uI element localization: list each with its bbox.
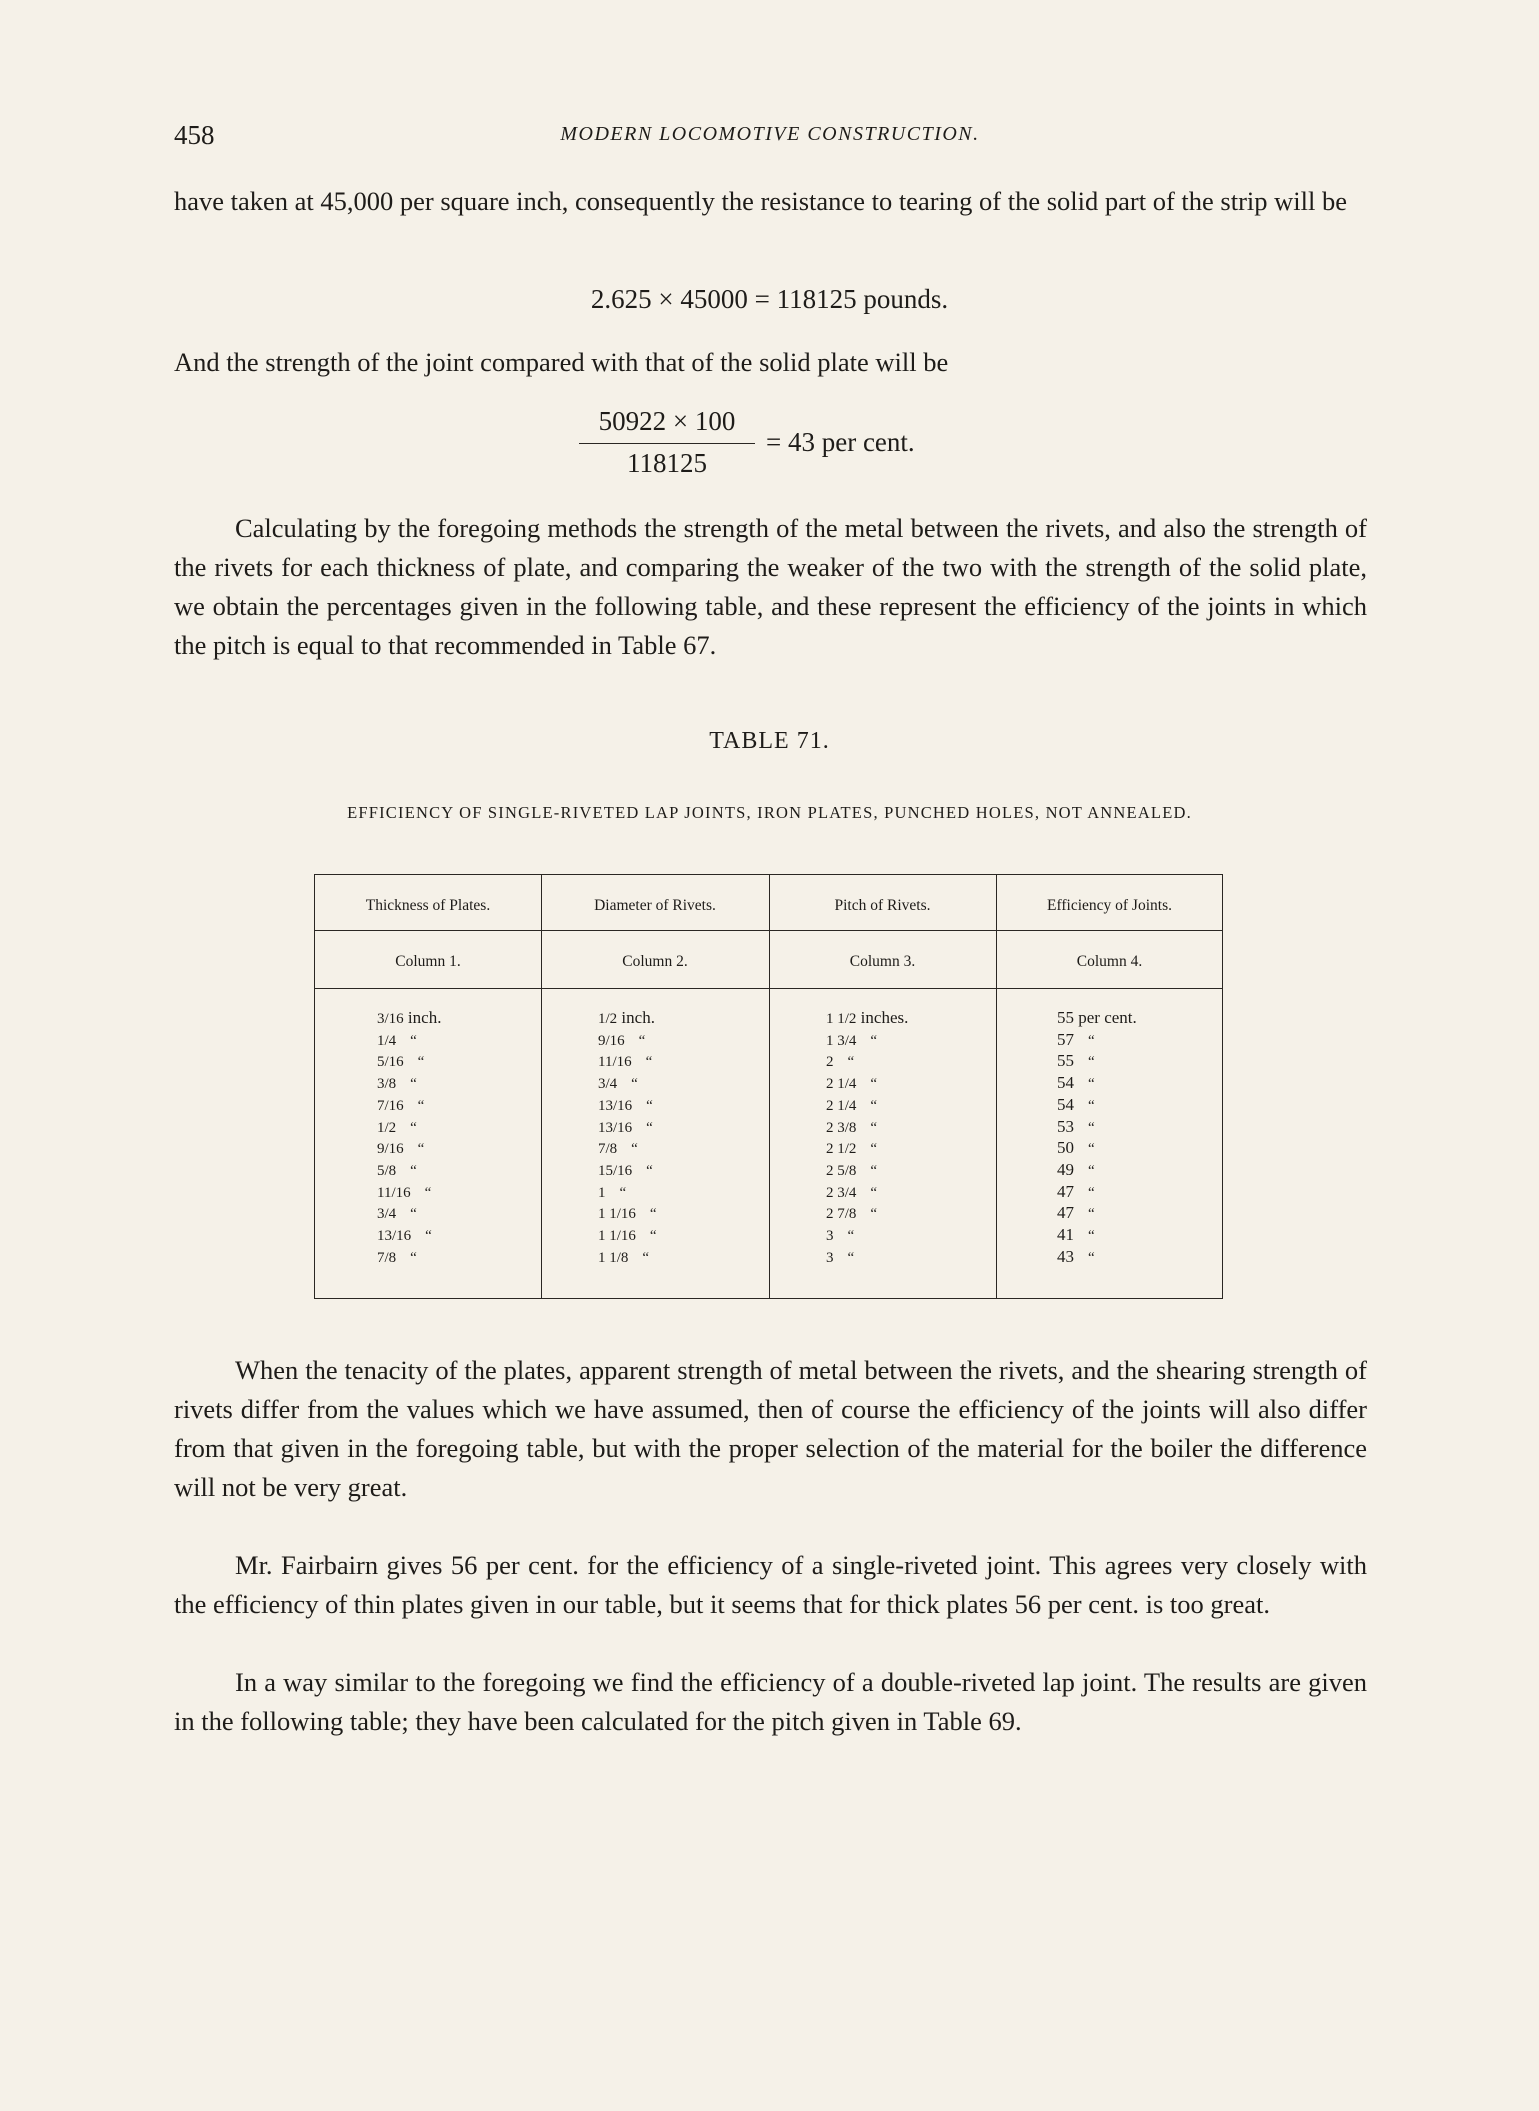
pitch-cell	[826, 1226, 854, 1245]
diameter-value: 9/16	[598, 1032, 625, 1049]
pitch-value: 2 7/8	[826, 1206, 857, 1223]
diameter-cell	[598, 1118, 653, 1137]
pitch-value: 2 5/8	[826, 1162, 857, 1179]
diameter-value: 1 1/8	[598, 1249, 629, 1266]
efficiency-cell	[1057, 1031, 1095, 1050]
ditto-mark: “	[646, 1097, 653, 1114]
diameter-value: 7/8	[598, 1141, 618, 1158]
thickness-value: 3/16	[377, 1011, 404, 1027]
ditto-mark: “	[410, 1206, 417, 1223]
thickness-value: 7/16	[377, 1097, 404, 1114]
pitch-cell	[826, 1031, 877, 1050]
efficiency-value: 41	[1057, 1225, 1074, 1244]
efficiency-cell	[1057, 1118, 1095, 1137]
fraction-numerator: 50922 × 100	[598, 406, 736, 436]
pitch-cell	[826, 1204, 877, 1223]
thickness-cell	[377, 1139, 424, 1158]
ditto-mark: “	[410, 1076, 417, 1093]
ditto-mark: “	[1088, 1076, 1095, 1093]
pitch-cell	[826, 1183, 877, 1202]
paragraph-6: In a way similar to the foregoing we find the efficiency of a double-riveted lap joint. The results are given in the following table; they have been calculated for the pitch given in Table 69.	[174, 1667, 1367, 1736]
diameter-cell	[598, 1052, 652, 1071]
thickness-value: 3/4	[377, 1206, 397, 1223]
ditto-mark: “	[1088, 1141, 1095, 1158]
ditto-mark: “	[1088, 1184, 1095, 1201]
ditto-mark: “	[870, 1184, 878, 1201]
pitch-cell	[826, 1074, 877, 1093]
thickness-cell	[377, 1096, 424, 1115]
ditto-mark: “	[870, 1076, 878, 1093]
ditto-mark: “	[646, 1119, 653, 1136]
diameter-value: 3/4	[598, 1076, 618, 1093]
pitch-cell	[826, 1096, 877, 1115]
ditto-mark: “	[870, 1097, 878, 1114]
column-number-2: Column 2.	[622, 953, 688, 970]
thickness-cell	[377, 1183, 431, 1202]
pitch-cell	[826, 1161, 877, 1180]
efficiency-value: 47	[1057, 1203, 1074, 1223]
efficiency-unit: per cent.	[1074, 1008, 1137, 1027]
efficiency-value: 43	[1057, 1246, 1074, 1266]
pitch-value: 2	[826, 1054, 834, 1071]
paragraph-2: And the strength of the joint compared with that of the solid plate will be	[174, 347, 949, 377]
ditto-mark: “	[1088, 1228, 1095, 1244]
ditto-mark: “	[1088, 1162, 1095, 1179]
diameter-cell	[598, 1009, 655, 1028]
diameter-cell	[598, 1183, 626, 1202]
diameter-cell	[598, 1096, 653, 1115]
ditto-mark: “	[1088, 1097, 1095, 1114]
efficiency-cell	[1057, 1248, 1095, 1267]
ditto-mark: “	[645, 1054, 653, 1071]
fraction-bar	[579, 443, 755, 444]
thickness-cell	[377, 1161, 417, 1180]
efficiency-value: 55	[1057, 1008, 1074, 1027]
ditto-mark: “	[649, 1228, 657, 1244]
efficiency-cell	[1057, 1096, 1095, 1115]
thickness-value: 5/8	[377, 1162, 397, 1179]
ditto-mark: “	[1088, 1249, 1095, 1266]
ditto-mark: “	[642, 1249, 650, 1266]
table-title: TABLE 71.	[709, 728, 830, 754]
diameter-cell	[598, 1031, 645, 1050]
ditto-mark: “	[424, 1184, 432, 1201]
page-header	[174, 120, 1366, 156]
ditto-mark: “	[619, 1184, 627, 1201]
pitch-value: 2 3/4	[826, 1184, 857, 1201]
thickness-value: 9/16	[377, 1141, 404, 1158]
ditto-mark: “	[417, 1141, 425, 1158]
diameter-cell	[598, 1161, 653, 1180]
ditto-mark: “	[1088, 1119, 1095, 1136]
ditto-mark: “	[410, 1032, 417, 1049]
efficiency-table	[314, 874, 1223, 1299]
paragraph-3: Calculating by the foregoing methods the strength of the metal between the rivets, and also the strength of the rivets for each thickness of plate, and comparing the weaker of the two with the strength of the solid plate, we obtain the percentages given in the following table, and these represent the efficiency of the joints in which the pitch is equal to that recommended in Table 67.	[174, 513, 1367, 660]
ditto-mark: “	[847, 1249, 855, 1266]
thickness-value: 3/8	[377, 1076, 397, 1093]
efficiency-cell	[1057, 1183, 1095, 1202]
running-head: MODERN LOCOMOTIVE CONSTRUCTION.	[560, 123, 980, 145]
ditto-mark: “	[870, 1162, 878, 1179]
thickness-value: 5/16	[377, 1054, 404, 1071]
thickness-unit: inch.	[403, 1008, 442, 1027]
table-divider	[541, 875, 542, 1298]
column-number-4: Column 4.	[1076, 953, 1143, 970]
column-number-1: Column 1.	[395, 953, 461, 970]
efficiency-value: 47	[1057, 1181, 1074, 1201]
efficiency-value: 54	[1057, 1094, 1074, 1114]
efficiency-cell	[1057, 1204, 1095, 1223]
fraction-denominator: 118125	[627, 448, 707, 478]
thickness-cell	[377, 1204, 417, 1223]
diameter-cell	[598, 1074, 638, 1093]
pitch-value: 2 3/8	[826, 1119, 857, 1136]
table-caption: EFFICIENCY OF SINGLE-RIVETED LAP JOINTS, IRON PLATES, PUNCHED HOLES, NOT ANNEALED.	[347, 803, 1192, 822]
diameter-value: 1	[598, 1184, 606, 1201]
thickness-cell	[377, 1031, 417, 1050]
table-divider	[315, 988, 1222, 989]
pitch-value: 3	[826, 1228, 834, 1244]
table-divider	[769, 875, 770, 1298]
thickness-cell	[377, 1052, 424, 1071]
pitch-value: 1 1/2	[826, 1011, 857, 1027]
efficiency-cell	[1057, 1139, 1095, 1158]
diameter-unit: inch.	[617, 1008, 655, 1027]
ditto-mark: “	[417, 1097, 425, 1114]
diameter-cell	[598, 1226, 657, 1245]
efficiency-cell	[1057, 1009, 1137, 1027]
diameter-value: 13/16	[598, 1097, 633, 1114]
ditto-mark: “	[870, 1141, 878, 1158]
ditto-mark: “	[631, 1141, 638, 1158]
efficiency-value: 53	[1057, 1116, 1074, 1136]
ditto-mark: “	[410, 1249, 417, 1266]
header-efficiency: Efficiency of Joints.	[1047, 897, 1172, 914]
ditto-mark: “	[646, 1162, 653, 1179]
efficiency-cell	[1057, 1074, 1095, 1093]
ditto-mark: “	[649, 1206, 657, 1223]
pitch-value: 1 3/4	[826, 1032, 857, 1049]
equation-joint-strength	[576, 400, 1076, 484]
thickness-cell	[377, 1118, 417, 1137]
equation-tearing-resistance: 2.625 × 45000 = 118125 pounds.	[590, 284, 949, 314]
pitch-cell	[826, 1052, 854, 1071]
ditto-mark: “	[870, 1206, 878, 1223]
pitch-cell	[826, 1248, 854, 1267]
efficiency-value: 57	[1057, 1029, 1074, 1049]
pitch-cell	[826, 1118, 877, 1137]
efficiency-value: 49	[1057, 1159, 1074, 1179]
thickness-cell	[377, 1074, 417, 1093]
ditto-mark: “	[417, 1054, 425, 1071]
pitch-value: 2 1/2	[826, 1141, 857, 1158]
column-number-3: Column 3.	[849, 953, 916, 970]
pitch-unit: inches.	[856, 1008, 909, 1027]
paragraph-5: Mr. Fairbairn gives 56 per cent. for the efficiency of a single-riveted joint. This agrees very closely with the efficiency of thin plates given in our table, but it seems that for thick plates 56 per cent. is too great.	[174, 1550, 1367, 1619]
ditto-mark: “	[870, 1032, 878, 1049]
ditto-mark: “	[425, 1228, 432, 1244]
header-diameter: Diameter of Rivets.	[594, 897, 716, 914]
ditto-mark: “	[870, 1119, 878, 1136]
table-divider	[996, 875, 997, 1298]
page-number: 458	[174, 120, 215, 150]
diameter-cell	[598, 1139, 638, 1158]
efficiency-cell	[1057, 1161, 1095, 1180]
ditto-mark: “	[847, 1228, 855, 1244]
thickness-value: 1/4	[377, 1032, 397, 1049]
diameter-cell	[598, 1248, 649, 1267]
ditto-mark: “	[847, 1054, 855, 1071]
paragraph-4: When the tenacity of the plates, apparent strength of metal between the rivets, and the shearing strength of rivets differ from the values which we have assumed, then of course the efficiency of the joints will also differ from that given in the foregoing table, but with the proper selection of the material for the boiler the difference will not be very great.	[174, 1355, 1367, 1502]
header-pitch: Pitch of Rivets.	[834, 897, 931, 914]
thickness-value: 11/16	[377, 1184, 411, 1201]
thickness-cell	[377, 1248, 417, 1267]
pitch-value: 3	[826, 1249, 834, 1266]
pitch-value: 2 1/4	[826, 1076, 857, 1093]
ditto-mark: “	[638, 1032, 646, 1049]
header-thickness: Thickness of Plates.	[365, 897, 491, 914]
ditto-mark: “	[1088, 1032, 1095, 1049]
diameter-value: 15/16	[598, 1162, 633, 1179]
diameter-value: 1 1/16	[598, 1206, 636, 1223]
diameter-value: 1/2	[598, 1011, 618, 1027]
thickness-value: 13/16	[377, 1228, 412, 1244]
diameter-cell	[598, 1204, 657, 1223]
ditto-mark: “	[410, 1119, 417, 1136]
efficiency-cell	[1057, 1226, 1095, 1245]
paragraph-1: have taken at 45,000 per square inch, consequently the resistance to tearing of the solid part of the strip will be	[174, 186, 1348, 216]
efficiency-value: 54	[1057, 1073, 1074, 1093]
ditto-mark: “	[1088, 1054, 1095, 1071]
fraction-result: = 43 per cent.	[766, 427, 915, 457]
thickness-cell	[377, 1009, 441, 1028]
efficiency-value: 55	[1057, 1051, 1074, 1071]
pitch-cell	[826, 1009, 908, 1028]
diameter-value: 13/16	[598, 1119, 633, 1136]
table-divider	[315, 930, 1222, 931]
efficiency-value: 50	[1057, 1138, 1074, 1158]
pitch-value: 2 1/4	[826, 1097, 857, 1114]
efficiency-cell	[1057, 1052, 1095, 1071]
ditto-mark: “	[410, 1162, 417, 1179]
thickness-value: 7/8	[377, 1249, 397, 1266]
diameter-value: 11/16	[598, 1054, 632, 1071]
thickness-value: 1/2	[377, 1119, 397, 1136]
ditto-mark: “	[631, 1076, 638, 1093]
thickness-cell	[377, 1226, 432, 1245]
diameter-value: 1 1/16	[598, 1228, 636, 1244]
ditto-mark: “	[1088, 1206, 1095, 1223]
pitch-cell	[826, 1139, 877, 1158]
